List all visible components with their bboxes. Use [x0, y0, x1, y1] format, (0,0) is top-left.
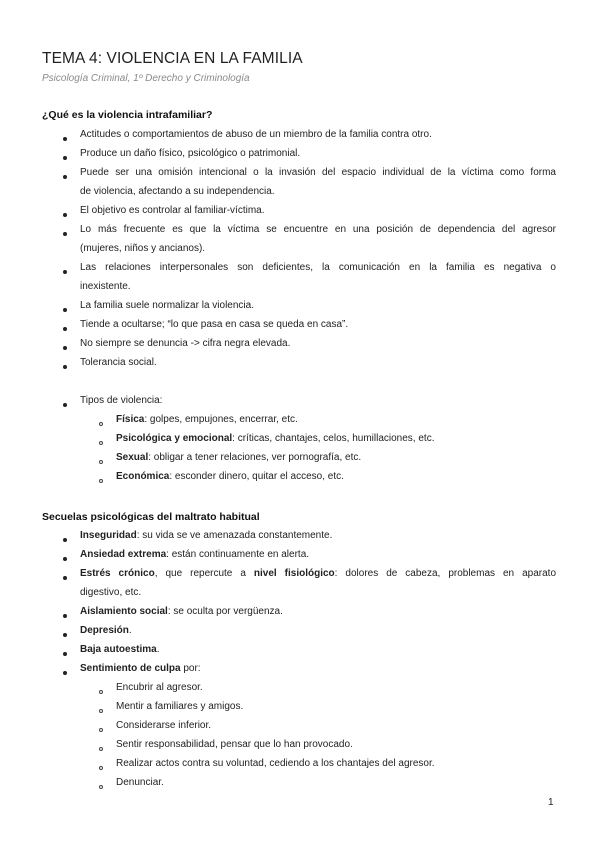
circle-bullet-icon — [99, 690, 103, 694]
list-item: Sentir responsabilidad, pensar que lo han provocado. — [116, 739, 353, 750]
list-item: Considerarse inferior. — [116, 720, 212, 731]
bullet-icon — [63, 671, 67, 675]
list-item: No siempre se denuncia -> cifra negra elevada. — [80, 338, 291, 349]
circle-bullet-icon — [99, 728, 103, 732]
bullet-icon — [63, 346, 67, 350]
bullet-icon — [63, 652, 67, 656]
list-item: Psicológica y emocional: críticas, chantajes, celos, humillaciones, etc. — [116, 433, 435, 444]
circle-bullet-icon — [99, 460, 103, 464]
section-heading: Secuelas psicológicas del maltrato habitual — [42, 511, 260, 523]
types-label: Tipos de violencia: — [80, 395, 163, 406]
list-item: Estrés crónico, que repercute a nivel fisiológico: dolores de cabeza, problemas en aparato — [80, 568, 557, 579]
list-item: Encubrir al agresor. — [116, 682, 203, 693]
bullet-icon — [63, 308, 67, 312]
list-item: Realizar actos contra su voluntad, cediendo a los chantajes del agresor. — [116, 758, 435, 769]
list-item: Puede ser una omisión intencional o la invasión del espacio individual de la víctima como forma — [80, 167, 556, 178]
list-item: Inseguridad: su vida se ve amenazada constantemente. — [80, 530, 333, 541]
circle-bullet-icon — [99, 441, 103, 445]
list-item: Las relaciones interpersonales son deficientes, la comunicación en la familia es negativa o — [80, 262, 556, 273]
list-item: Sexual: obligar a tener relaciones, ver pornografía, etc. — [116, 452, 362, 463]
document-title: TEMA 4: VIOLENCIA EN LA FAMILIA — [42, 50, 303, 67]
list-item: Ansiedad extrema: están continuamente en alerta. — [80, 549, 310, 560]
list-item: Actitudes o comportamientos de abuso de un miembro de la familia contra otro. — [80, 129, 432, 140]
bullet-icon — [63, 156, 67, 160]
list-item-continuation: digestivo, etc. — [80, 587, 142, 598]
list-item: Física: golpes, empujones, encerrar, etc. — [116, 414, 298, 425]
list-item: El objetivo es controlar al familiar-víctima. — [80, 205, 265, 216]
document-subtitle: Psicología Criminal, 1º Derecho y Criminología — [42, 73, 250, 84]
bullet-icon — [63, 327, 67, 331]
list-item: Económica: esconder dinero, quitar el acceso, etc. — [116, 471, 344, 482]
list-item: Sentimiento de culpa por: — [80, 663, 201, 674]
bullet-icon — [63, 538, 67, 542]
list-item: Depresión. — [80, 625, 132, 636]
bullet-icon — [63, 633, 67, 637]
list-item: La familia suele normalizar la violencia. — [80, 300, 254, 311]
list-item-continuation: inexistente. — [80, 281, 131, 292]
bullet-icon — [63, 232, 67, 236]
circle-bullet-icon — [99, 766, 103, 770]
section-heading: ¿Qué es la violencia intrafamiliar? — [42, 109, 213, 121]
circle-bullet-icon — [99, 422, 103, 426]
bullet-icon — [63, 403, 67, 407]
list-item: Lo más frecuente es que la víctima se encuentre en una posición de dependencia del agresor — [80, 224, 556, 235]
list-item: Aislamiento social: se oculta por vergüenza. — [80, 606, 283, 617]
circle-bullet-icon — [99, 709, 103, 713]
bullet-icon — [63, 213, 67, 217]
list-item: Produce un daño físico, psicológico o patrimonial. — [80, 148, 301, 159]
page-number: 1 — [548, 797, 554, 808]
bullet-icon — [63, 557, 67, 561]
list-item: Denunciar. — [116, 777, 164, 788]
list-item-continuation: de violencia, afectando a su independencia. — [80, 186, 275, 197]
circle-bullet-icon — [99, 785, 103, 789]
list-item-continuation: (mujeres, niños y ancianos). — [80, 243, 206, 254]
bullet-icon — [63, 137, 67, 141]
list-item: Baja autoestima. — [80, 644, 160, 655]
bullet-icon — [63, 365, 67, 369]
bullet-icon — [63, 175, 67, 179]
circle-bullet-icon — [99, 747, 103, 751]
list-item: Tiende a ocultarse; “lo que pasa en casa se queda en casa”. — [80, 319, 349, 330]
bullet-icon — [63, 576, 67, 580]
bullet-icon — [63, 270, 67, 274]
list-item: Mentir a familiares y amigos. — [116, 701, 244, 712]
bullet-icon — [63, 614, 67, 618]
circle-bullet-icon — [99, 479, 103, 483]
list-item: Tolerancia social. — [80, 357, 157, 368]
